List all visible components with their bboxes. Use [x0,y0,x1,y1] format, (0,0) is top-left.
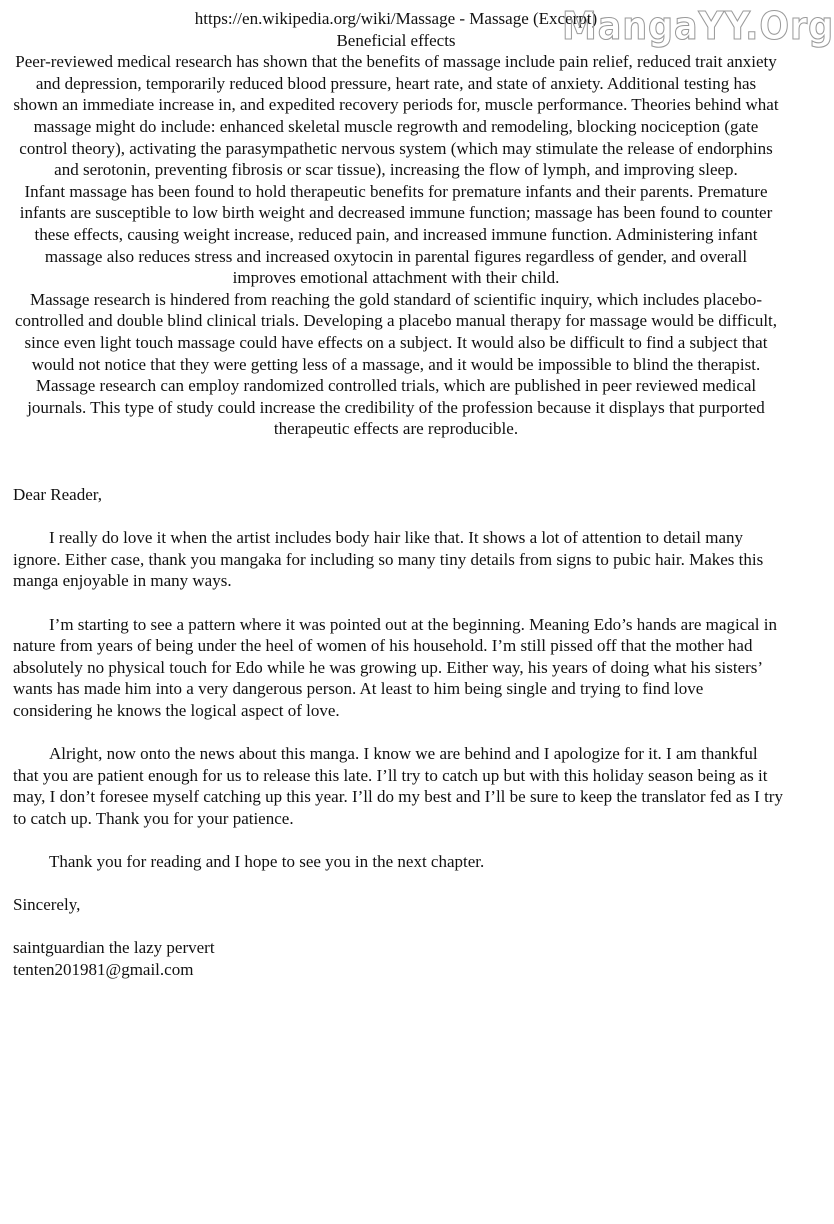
letter-paragraph: Alright, now onto the news about this manga. I know we are behind and I apologize for it. I am thankful that you are patient enough for us to release this late. I’ll try to catch up but with this holiday season being as it may, I don’t foresee myself catching up this year. I’ll do my best and I’ll be sure to keep the translator fed as I try to catch up. Thank you for your patience. [13,744,783,828]
reader-letter [13,484,783,981]
wikipedia-excerpt [0,8,792,440]
document-page [0,8,792,440]
letter-paragraph: I really do love it when the artist includes body hair like that. It shows a lot of attention to detail many ignore. Either case, thank you mangaka for including so many tiny details from signs to pubic hair. Makes this manga enjoyable in many ways. [13,528,764,591]
excerpt-paragraph: Infant massage has been found to hold therapeutic benefits for premature infants and their parents. Premature infants are susceptible to low birth weight and decreased immune function; massage has been found to counter these effects, causing weight increase, reduced pain, and increased immune function. Administering infant massage also reduces stress and increased oxytocin in parental figures regardless of gender, and overall improves emotional attachment with their child. [19,181,773,288]
letter-paragraph: I’m starting to see a pattern where it was pointed out at the beginning. Meaning Edo’s hands are magical in nature from years of being under the heel of women of his household. I’m still pissed off that the mother had absolutely no physical touch for Edo while he was growing up. Either way, his years of doing what his sisters’ wants has made him into a very dangerous person. At least to him being single and trying to find love considering he knows the logical aspect of love. [13,614,777,720]
signature-name: saintguardian the lazy pervert [13,938,215,958]
site-watermark: MangaYY.Org [562,4,834,48]
letter-paragraph: Thank you for reading and I hope to see you in the next chapter. [49,852,485,872]
letter-salutation: Dear Reader, [13,485,102,504]
excerpt-paragraph: Peer-reviewed medical research has shown that the benefits of massage include pain relief, reduced trait anxiety and depression, temporarily reduced blood pressure, heart rate, and state of anxiety. Additional testing has shown an immediate increase in, and expedited recovery periods for, muscle performance. Theories behind what massage might do include: enhanced skeletal muscle regrowth and remodeling, blocking nociception (gate control theory), activating the parasympathetic nervous system (which may stimulate the release of endorphins and serotonin, preventing fibrosis or scar tissue), increasing the flow of lymph, and improving sleep. [13,52,779,180]
signature-email: tenten201981@gmail.com [13,960,194,980]
letter-closing: Sincerely, [13,895,81,915]
section-title: Beneficial effects [336,30,456,50]
source-line: https://en.wikipedia.org/wiki/Massage - Massage (Excerpt) [194,9,598,28]
excerpt-paragraph: Massage research is hindered from reaching the gold standard of scientific inquiry, which includes placebo-controlled and double blind clinical trials. Developing a placebo manual therapy for massage would be difficult, since even light touch massage could have effects on a subject. It would also be difficult to find a subject that would not notice that they were getting less of a massage, and it would be impossible to blind the therapist. Massage research can employ randomized controlled trials, which are published in peer reviewed medical journals. This type of study could increase the credibility of the profession because it displays that purported therapeutic effects are reproducible. [14,289,778,439]
